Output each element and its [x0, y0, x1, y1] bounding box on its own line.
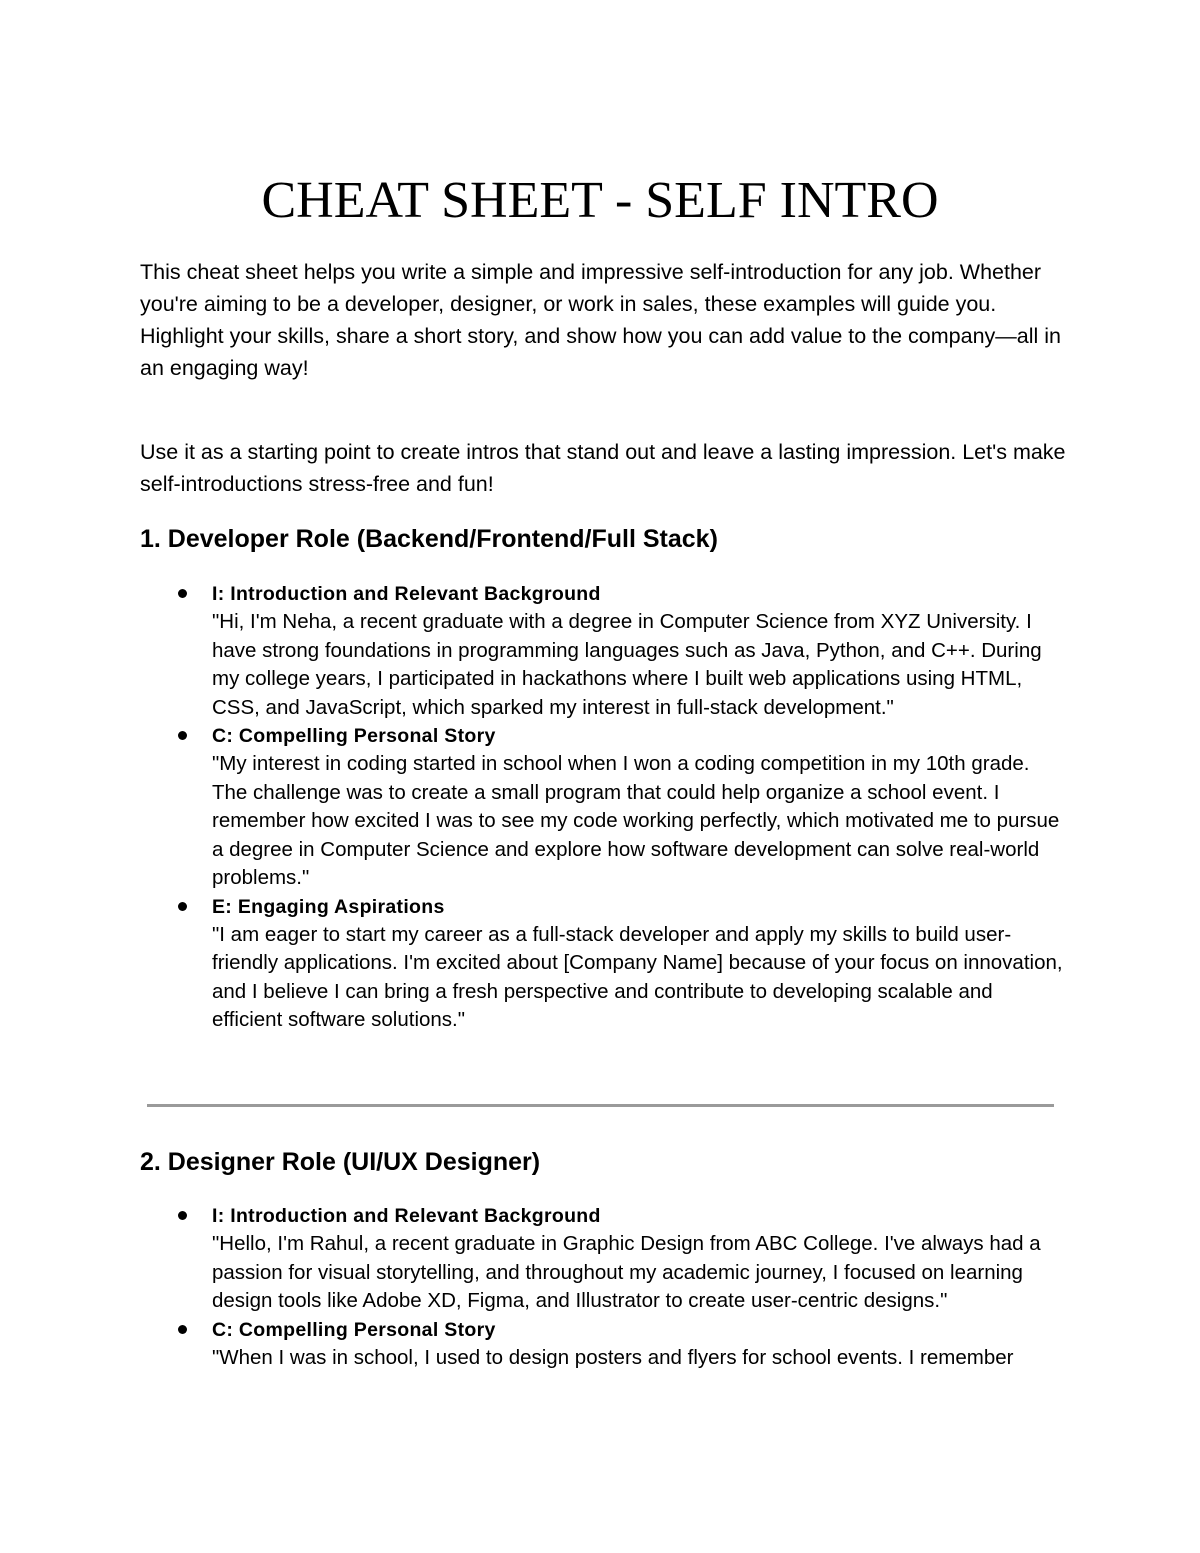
bullet-icon [178, 731, 187, 740]
bullet-icon [178, 1211, 187, 1220]
intro-paragraph: This cheat sheet helps you write a simple and impressive self-introduction for any job. Whether you're aiming to be a developer, designer, or work in sales, these examples will guide you. Highlight your skills, share a short story, and show how you can add value to the company—all in an engaging way! [140, 260, 1061, 380]
list-item [140, 1316, 1065, 1373]
item-text: "Hi, I'm Neha, a recent graduate with a degree in Computer Science from XYZ University. I have strong foundations in programming languages such as Java, Python, and C++. During my college years, I participated in hackathons where I built web applications using HTML, CSS, and JavaScript, which sparked my interest in full-stack development." [212, 610, 1042, 719]
list-item [140, 580, 1065, 722]
item-text: "When I was in school, I used to design posters and flyers for school events. I remember [212, 1345, 1014, 1369]
designer-intro-list [140, 1202, 1065, 1372]
intro-paragraph: Use it as a starting point to create intros that stand out and leave a lasting impression. Let's make self-introductions stress-free and fun! [140, 440, 1066, 496]
bullet-icon [178, 1325, 187, 1334]
item-title: C: Compelling Personal Story [212, 725, 496, 747]
item-title: C: Compelling Personal Story [212, 1318, 496, 1341]
horizontal-divider [147, 1104, 1054, 1107]
item-title: I: Introduction and Relevant Background [212, 583, 601, 605]
document-title: CHEAT SHEET - SELF INTRO [261, 172, 939, 229]
list-item [140, 722, 1065, 893]
item-text: "My interest in coding started in school when I won a coding competition in my 10th grade. The challenge was to create a small program that could help organize a school event. I remember how excited I was to see my code working perfectly, which motivated me to pursue a degree in Computer Science and explore how software development can solve real-world problems." [212, 752, 1060, 889]
item-title: I: Introduction and Relevant Background [212, 1205, 601, 1227]
section-heading-designer: 2. Designer Role (UI/UX Designer) [140, 1148, 541, 1176]
item-title: E: Engaging Aspirations [212, 895, 445, 918]
bullet-icon [178, 589, 187, 598]
developer-intro-list [140, 580, 1065, 1035]
list-item [140, 893, 1065, 1035]
bullet-icon [178, 902, 187, 911]
section-heading-developer: 1. Developer Role (Backend/Frontend/Full Stack) [140, 525, 718, 553]
item-text: "Hello, I'm Rahul, a recent graduate in Graphic Design from ABC College. I've always had a passion for visual storytelling, and throughout my academic journey, I focused on learning design tools like Adobe XD, Figma, and Illustrator to create user-centric designs." [212, 1232, 1041, 1312]
list-item [140, 1202, 1065, 1316]
item-text: "I am eager to start my career as a full-stack developer and apply my skills to build user-friendly applications. I'm excited about [Company Name] because of your focus on innovation, and I believe I can bring a fresh perspective and contribute to developing scalable and efficient software solutions." [212, 922, 1063, 1031]
